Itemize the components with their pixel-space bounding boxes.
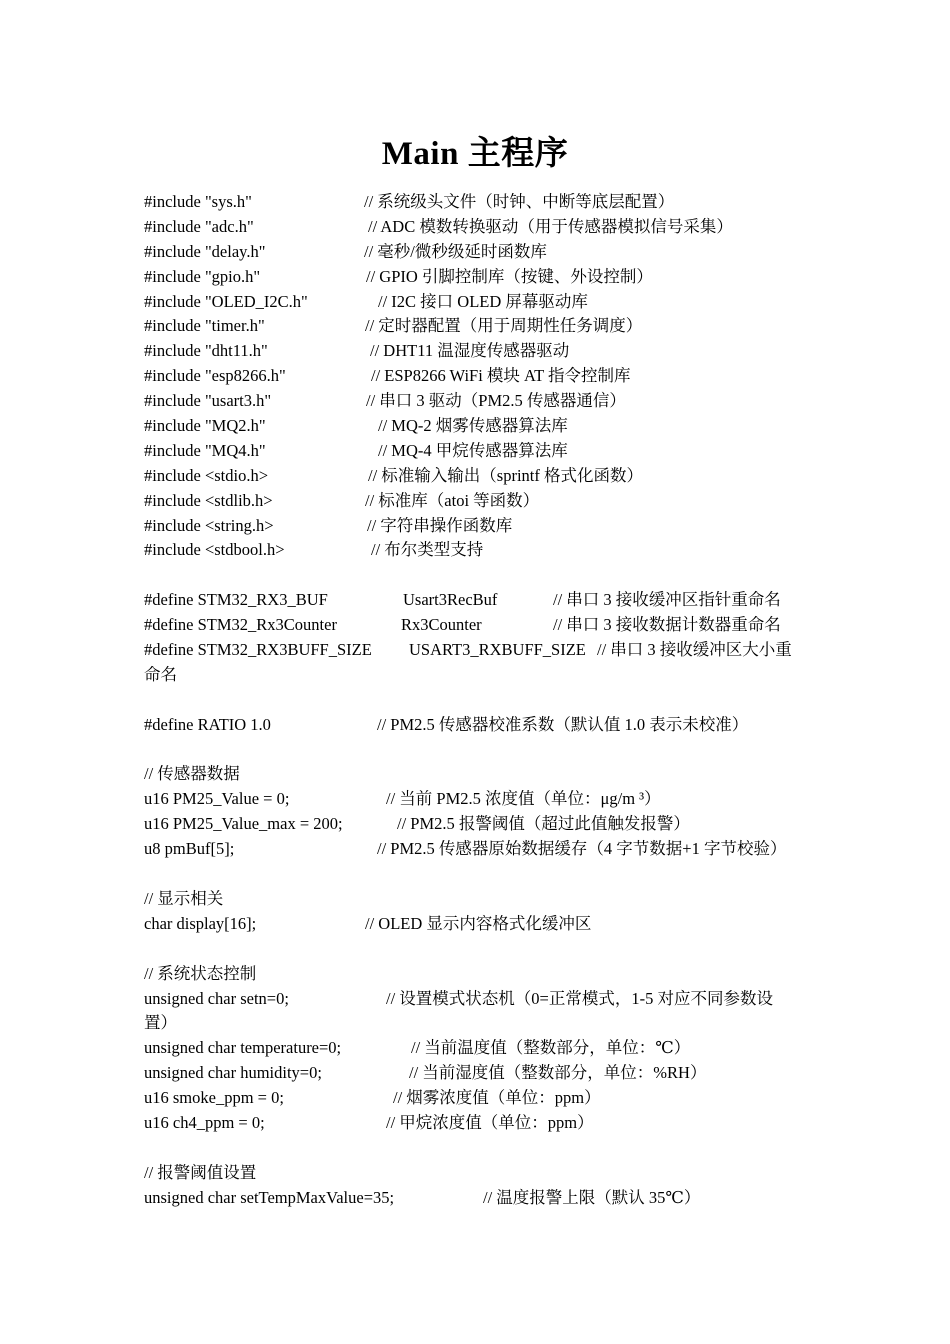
code-text: #define STM32_RX3BUFF_SIZE: [144, 640, 372, 660]
blank-line: [144, 688, 810, 713]
page-title: Main 主程序: [381, 136, 569, 172]
variable-line: [144, 787, 810, 812]
comment-text: // 定时器配置（用于周期性任务调度）: [365, 316, 643, 336]
comment-text: // 显示相关: [144, 888, 224, 908]
variable-line: [144, 1086, 810, 1111]
comment-tail: 置）: [144, 1013, 177, 1033]
comment-text: // 烟雾浓度值（单位：ppm）: [393, 1088, 601, 1108]
variable-line: [144, 1111, 810, 1136]
blank-line: [144, 937, 810, 962]
comment-text: // I2C 接口 OLED 屏幕驱动库: [378, 291, 588, 311]
variable-line: [144, 812, 810, 837]
code-text: #include <stdio.h>: [144, 465, 269, 485]
include-line: [144, 439, 810, 464]
comment-tail: 命名: [144, 664, 177, 684]
wrapped-continuation: [144, 1011, 810, 1036]
include-line: [144, 514, 810, 539]
comment-text: // 当前 PM2.5 浓度值（单位：μg/m ³）: [386, 789, 661, 809]
wrapped-continuation: [144, 663, 810, 688]
define-line: [144, 613, 810, 638]
comment-text: // 串口 3 接收数据计数器重命名: [553, 615, 781, 635]
code-text: u8 pmBuf[5];: [144, 839, 235, 859]
code-text: #include "sys.h": [144, 192, 252, 211]
code-text: unsigned char humidity=0;: [144, 1063, 322, 1083]
code-text: #include "gpio.h": [144, 266, 261, 286]
include-line: [144, 240, 810, 265]
variable-line: [144, 987, 810, 1012]
macro-value: USART3_RXBUFF_SIZE: [409, 640, 586, 660]
comment-text: // 串口 3 接收缓冲区大小重: [597, 640, 792, 660]
section-heading: [144, 762, 810, 787]
comment-text: // 报警阈值设置: [144, 1162, 257, 1182]
code-listing: [144, 190, 810, 1211]
blank-line: [144, 738, 810, 763]
variable-line: [144, 1036, 810, 1061]
comment-text: // 当前湿度值（整数部分，单位：%RH）: [409, 1063, 707, 1083]
include-line: [144, 489, 810, 514]
code-text: #define STM32_RX3_BUF: [144, 590, 328, 610]
comment-text: // 温度报警上限（默认 35℃）: [483, 1187, 701, 1207]
code-text: #include "OLED_I2C.h": [144, 291, 308, 311]
comment-text: // PM2.5 传感器原始数据缓存（4 字节数据+1 字节校验）: [377, 839, 787, 859]
code-text: u16 ch4_ppm = 0;: [144, 1112, 265, 1132]
comment-text: // PM2.5 报警阈值（超过此值触发报警）: [397, 814, 690, 834]
comment-text: // MQ-2 烟雾传感器算法库: [378, 416, 568, 436]
variable-line: [144, 1186, 810, 1211]
include-line: [144, 215, 810, 240]
code-text: #define RATIO 1.0: [144, 714, 271, 734]
code-text: unsigned char setTempMaxValue=35;: [144, 1187, 395, 1207]
comment-text: // GPIO 引脚控制库（按键、外设控制）: [366, 266, 653, 286]
comment-text: // OLED 显示内容格式化缓冲区: [365, 913, 592, 933]
comment-text: // MQ-4 甲烷传感器算法库: [378, 440, 568, 460]
variable-line: [144, 837, 810, 862]
include-line: [144, 364, 810, 389]
include-line: [144, 290, 810, 315]
include-line: [144, 339, 810, 364]
include-line: [144, 464, 810, 489]
code-text: #include "usart3.h": [144, 391, 272, 411]
include-line: [144, 265, 810, 290]
define-line: [144, 638, 810, 663]
blank-line: [144, 862, 810, 887]
code-text: #include "timer.h": [144, 316, 265, 336]
variable-line: [144, 912, 810, 937]
comment-text: // 字符串操作函数库: [367, 515, 513, 535]
comment-text: // 当前温度值（整数部分，单位：℃）: [411, 1038, 691, 1058]
code-text: #include "esp8266.h": [144, 366, 286, 386]
code-text: u16 PM25_Value_max = 200;: [144, 814, 343, 834]
comment-text: // 标准库（atoi 等函数）: [365, 490, 540, 510]
code-text: #include "delay.h": [144, 241, 266, 261]
comment-text: // 设置模式状态机（0=正常模式，1-5 对应不同参数设: [386, 988, 773, 1008]
comment-text: // ESP8266 WiFi 模块 AT 指令控制库: [371, 366, 631, 386]
code-text: #include "dht11.h": [144, 341, 268, 361]
blank-line: [144, 1136, 810, 1161]
include-line: [144, 389, 810, 414]
comment-text: // 甲烷浓度值（单位：ppm）: [386, 1112, 594, 1132]
blank-line: [144, 563, 810, 588]
define-line: [144, 588, 810, 613]
comment-text: // 串口 3 驱动（PM2.5 传感器通信）: [366, 391, 626, 411]
comment-text: // 传感器数据: [144, 764, 240, 784]
macro-value: Usart3RecBuf: [403, 590, 498, 610]
include-line: [144, 314, 810, 339]
comment-text: // 毫秒/微秒级延时函数库: [364, 241, 547, 261]
comment-text: // 串口 3 接收缓冲区指针重命名: [553, 590, 781, 610]
section-heading: [144, 1161, 810, 1186]
code-text: u16 smoke_ppm = 0;: [144, 1088, 284, 1108]
code-text: #include "MQ4.h": [144, 440, 266, 460]
comment-text: // 系统状态控制: [144, 963, 257, 983]
section-heading: [144, 962, 810, 987]
section-heading: [144, 887, 810, 912]
comment-text: // ADC 模数转换驱动（用于传感器模拟信号采集）: [368, 216, 733, 236]
code-text: char display[16];: [144, 913, 257, 933]
comment-text: // PM2.5 传感器校准系数（默认值 1.0 表示未校准）: [377, 714, 749, 734]
include-line: [144, 538, 810, 563]
code-text: #include <string.h>: [144, 515, 274, 535]
code-text: #include "adc.h": [144, 216, 254, 236]
code-text: #include "MQ2.h": [144, 416, 266, 436]
include-line: [144, 190, 810, 215]
include-line: [144, 414, 810, 439]
comment-text: // 布尔类型支持: [371, 540, 484, 560]
comment-text: // 标准输入输出（sprintf 格式化函数）: [368, 465, 643, 485]
define-line: [144, 713, 810, 738]
code-text: unsigned char temperature=0;: [144, 1038, 342, 1058]
code-text: #include <stdbool.h>: [144, 540, 285, 560]
code-text: unsigned char setn=0;: [144, 988, 289, 1008]
comment-text: // DHT11 温湿度传感器驱动: [370, 341, 570, 361]
code-text: #define STM32_Rx3Counter: [144, 615, 337, 635]
variable-line: [144, 1061, 810, 1086]
code-text: u16 PM25_Value = 0;: [144, 789, 290, 809]
code-text: #include <stdlib.h>: [144, 490, 273, 510]
macro-value: Rx3Counter: [401, 615, 482, 635]
comment-text: // 系统级头文件（时钟、中断等底层配置）: [364, 192, 675, 211]
